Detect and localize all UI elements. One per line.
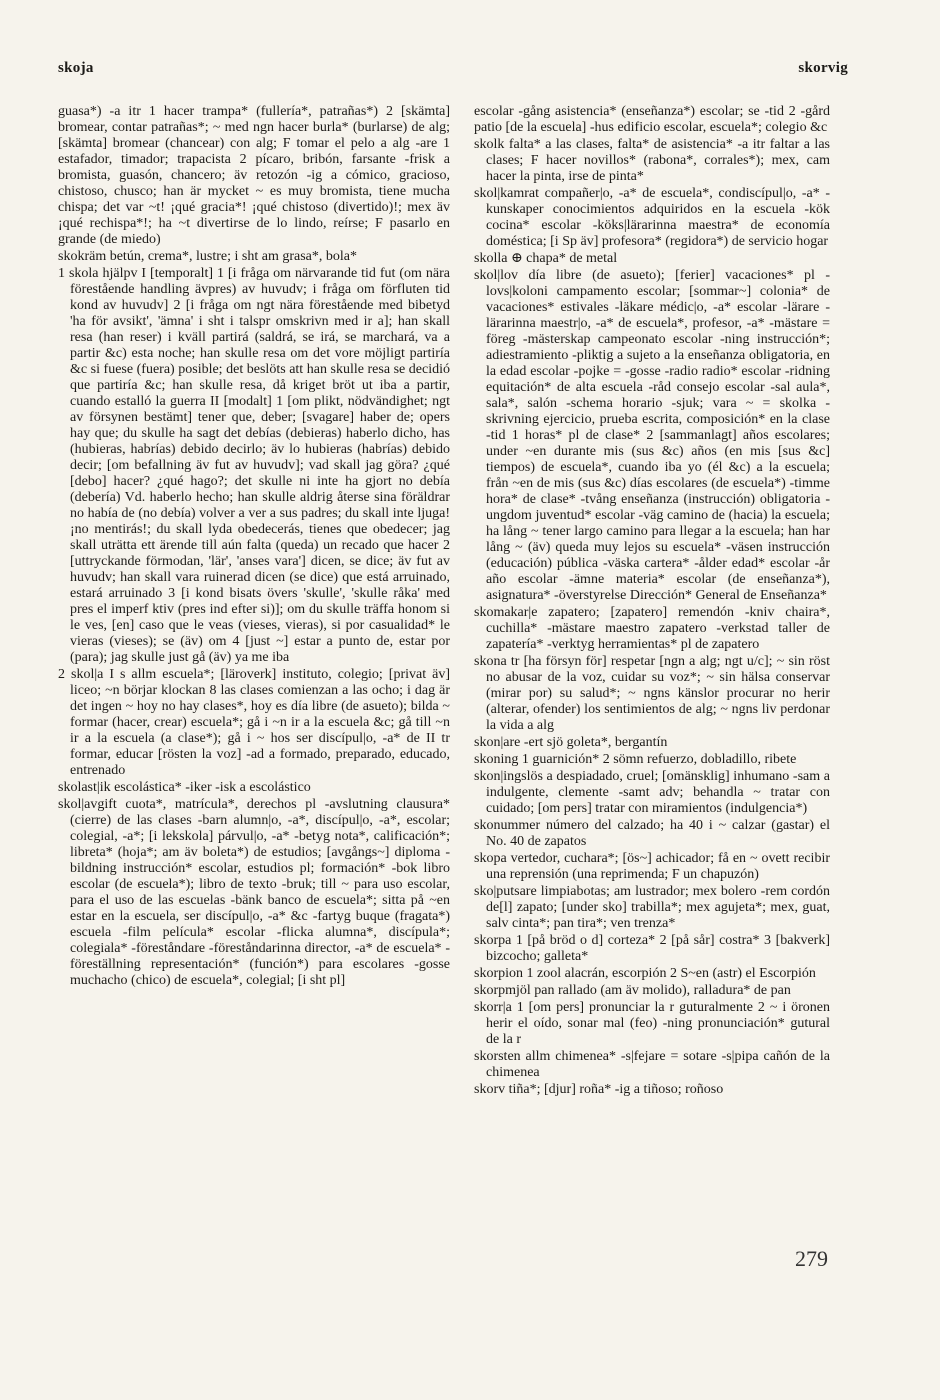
dictionary-entry: skokräm betún, crema*, lustre; i sht am grasa*, bola*: [58, 249, 357, 264]
dictionary-entry: guasa*) -a itr 1 hacer trampa* (fullería*, patrañas*) 2 [skämta] bromear, contar patrañas*; ~ med ngn hacer burla* (burlarse) de alg; [skämta] bromear (chancear) con alg; F tomar el pelo a alg -are 1 estafador, timador; trapacista 2 pícaro, bribón, farsante -frisk a bromista, guasón, chancero; äv retozón -ig a cómico, gracioso, chistoso, chusco; han är mycket ~ es muy bromista, tiene mucha chispa; det var ~t! ¡qué gracia*! ¡qué chistoso (divertido)!; mex äv ¡qué rechispa*!; ha ~t divertirse de lo lindo, reírse; F pasarlo en grande (de miedo): [58, 104, 450, 247]
dictionary-entry: skonummer número del calzado; ha 40 i ~ calzar (gastar) el No. 40 de zapatos: [474, 818, 830, 849]
dictionary-entry: skon|are -ert sjö goleta*, bergantín: [474, 735, 668, 750]
dictionary-entry: skolast|ik escolástica* -iker -isk a escolástico: [58, 780, 311, 795]
dictionary-entry: skol|lov día libre (de asueto); [ferier] vacaciones* pl -lovs|koloni campamento escolar; [sommar~] colonia* de vacaciones* estivales -läkare médic|o, -a* escolar -lärare -lärarinna maestr|o, -a* de escuela*, profesor, -a* -mästare = föreg -mästerskap campeonato escolar -ning instrucción*; adiestramiento -pliktig a sujeto a la enseñanza obligatoria, en la edad escolar -pojke = -gosse -radio radio* escolar -ridning equitación* de alta escuela -råd consejo escolar -sal aula*, sala*, salón -schema horario -sjuk; vara ~ = skolka -skrivning ejercicio, prueba escrita, composición* en la clase -tid 1 horas* pl de clase* 2 [sammanlagt] años escolares; under ~en durante mis (sus &c) años (en mis [sus &c] tiempos) de escuela*, cuando iba yo (él &c) a la escuela; från ~en de mis (sus &c) días escolares (de escuela*) -timme hora* de clase* -tvång enseñanza (instrucción) obligatoria -ungdom juventud* escolar -väg camino de (hacia) la escuela; ha lång ~ tener largo camino para llegar a la escuela; han har lång ~ (äv) queda muy lejos su escuela* -väsen instrucción (educación) pública -väska cartera* -ålder edad* escolar -år año escolar -ämne materia* escolar (de enseñanza*), asignatura* -överstyrelse Dirección* General de Enseñanza*: [474, 268, 830, 603]
left-guide-word: skoja: [58, 60, 94, 76]
dictionary-entry: skol|kamrat compañer|o, -a* de escuela*, condiscípul|o, -a* -kunskaper conocimientos adquiridos en la escuela -kök cocina* escolar -köks|lärarinna maestra* de economía doméstica; [i Sp äv] profesora* (regidora*) de servicio hogar: [474, 186, 830, 249]
dictionary-entry: skorv tiña*; [djur] roña* -ig a tiñoso; roñoso: [474, 1082, 724, 1097]
dictionary-entry: skol|avgift cuota*, matrícula*, derechos pl -avslutning clausura* (cierre) de las clases -barn alumn|o, -a*, discípul|o, -a*, escolar; colegial, -a*; [i lekskola] párvul|o, -a* -betyg nota*, calificación*; libreta* (hoja*; am äv boleta*) de estudios; [avgångs~] diploma -bildning instrucción* escolar, estudios pl; formación* -bok libro escolar (de escuela*); libro de texto -bruk; till ~ para uso escolar, para el uso de las escuelas -bänk banco de escuela*; sitta på ~en estar en la escuela, ser discípul|o, -a* &c -fartyg buque (fragata*) escuela -film película* escolar -flicka alumna*, discípula*; colegiala* -föreståndare -föreståndarinna director, -a* de escuela* -föreställning representación* (función*) para escolares -gosse muchacho (chico) de escuela*, colegial; [i sht pl]: [58, 797, 450, 988]
dictionary-entry: skorr|a 1 [om pers] pronunciar la r guturalmente 2 ~ i öronen herir el oído, sonar mal (feo) -ning pronunciación* gutural de la r: [474, 1000, 830, 1047]
dictionary-entry: skorpa 1 [på bröd o d] corteza* 2 [på sår] costra* 3 [bakverk] bizcocho; galleta*: [474, 933, 830, 964]
dictionary-entry: skopa vertedor, cuchara*; [ös~] achicador; få en ~ ovett recibir una reprensión (una reprimenda; F un chapuzón): [474, 851, 830, 882]
dictionary-entry: skoning 1 guarnición* 2 sömn refuerzo, dobladillo, ribete: [474, 752, 797, 767]
dictionary-entry: skolla ⊕ chapa* de metal: [474, 251, 618, 266]
page-number: 279: [795, 1246, 828, 1271]
dictionary-entry: skomakar|e zapatero; [zapatero] remendón -kniv chaira*, cuchilla* -mästare maestro zapatero -verkstad taller de zapatería* -verktyg herramientas* pl de zapatero: [474, 605, 830, 652]
dictionary-entry: skolk falta* a las clases, falta* de asistencia* -a itr faltar a las clases; F hacer novillos* (rabona*, corrales*); mex, cam hacer la pinta, irse de pinta*: [474, 137, 830, 184]
dictionary-entry: skorpmjöl pan rallado (am äv molido), ralladura* de pan: [474, 983, 791, 998]
dictionary-entry: sko|putsare limpiabotas; am lustrador; mex bolero -rem cordón de[l] zapato; [under sko] trabilla*; mex agujeta*; mex, guat, salv cinta*; pan tira*; ven trenza*: [474, 884, 830, 931]
dictionary-entry: skorpion 1 zool alacrán, escorpión 2 S~en (astr) el Escorpión: [474, 966, 816, 981]
dictionary-entry: skorsten allm chimenea* -s|fejare = sotare -s|pipa cañón de la chimenea: [474, 1049, 830, 1080]
dictionary-entry: escolar -gång asistencia* (enseñanza*) escolar; se -tid 2 -gård patio [de la escuela] -hus edificio escolar, escuela*; colegio &c: [474, 104, 830, 135]
right-guide-word: skorvig: [798, 60, 848, 76]
dictionary-entry: 1 skola hjälpv I [temporalt] 1 [i fråga om närvarande tid fut (om nära förestående handling ävpres) av huvudv; i fråga om förfluten tid kond av huvudv] 2 [i fråga om ngt nära förestående med bibetyd 'ha för avsikt', 'ämna' i sht i talspr omskrivn med ir a]; han skall resa (han reser) i kväll partirá (saldrá, se irá, se marchará, va a partir &c) esta noche; han skulle resa om det vore möjligt partiría &c si fuese (fuera) posible; det beslöts att han skulle resa se decidió que partiría &c; han skulle resa, då kriget bröt ut iba a partir, cuando estalló la guerra II [modalt] 1 [om plikt, nödvändighet; ngt av försynen bestämt] tener que, deber; [svagare] haber de; opers hay que; du skulle ha sagt det debías (debieras) haberlo dicho, has (hubieras, habrías) debido decirlo; äv lo hubieras (habrías) debido decir; [om befallning äv fut av huvudv]; vad skall jag göra? ¿qué [debo] hacer? ¿qué hago?; det skulle ni inte ha gjort no debía (debería) Vd. haberlo hecho; han skulle aldrig återse sina föräldrar no había de (no debía) volver a ver a sus padres; du skall inte ljuga! ¡no mentirás!; du skall lyda obedecerás, tienes que obedecer; jag skall uträtta ett ärende till aún falta (queda) un recado que hacer 2 [uttryckande förmodan, 'lär', 'anses vara'] dicen, se dice; äv fut av huvudv; han skall vara ruinerad dicen (se dice) que está arruinado, estará arruinado 3 [i kond bisats övers 'skulle', 'skulle råka' med pres el imperf ktiv (pres ind efter si)]; om du skulle träffa honom si le ves, [en] caso que le veas (vieses, vieras), si por casualidad* le vieras (vieses); se (äv) om 4 [just ~] estar a punto de, estar por (para); jag skulle just gå (äv) ya me iba: [58, 266, 450, 665]
left-column: [58, 104, 450, 990]
dictionary-entry: skona tr [ha försyn för] respetar [ngn a alg; ngt u/c]; ~ sin röst no abusar de la voz, cuidar su voz*; ~ sin hälsa conservar (mirar por) su salud*; ~ ngns känslor procurar no herir (alterar, ofender) los sentimientos de alg; ~ ngns liv perdonar la vida a alg: [474, 654, 830, 733]
right-column: [474, 104, 830, 1099]
dictionary-entry: skon|ingslös a despiadado, cruel; [omänsklig] inhumano -sam a indulgente, clemente -samt adv; behandla ~ tratar con cuidado; [om pers] tratar con miramientos (indulgencia*): [474, 769, 830, 816]
dictionary-entry: 2 skol|a I s allm escuela*; [läroverk] instituto, colegio; [privat äv] liceo; ~n börjar klockan 8 las clases comienzan a las ocho; i dag är det ingen ~ hoy no hay clases*, hoy es día libre (de asueto); bilda ~ formar (hacer, crear) escuela*; gå i ~n ir a la escuela &c; gå till ~n ir a la escuela (a clase*); gå i ~ hos ser discípul|o, -a* de II tr formar, educar [rösten la voz] -ad a formado, preparado, educado, entrenado: [58, 667, 450, 778]
